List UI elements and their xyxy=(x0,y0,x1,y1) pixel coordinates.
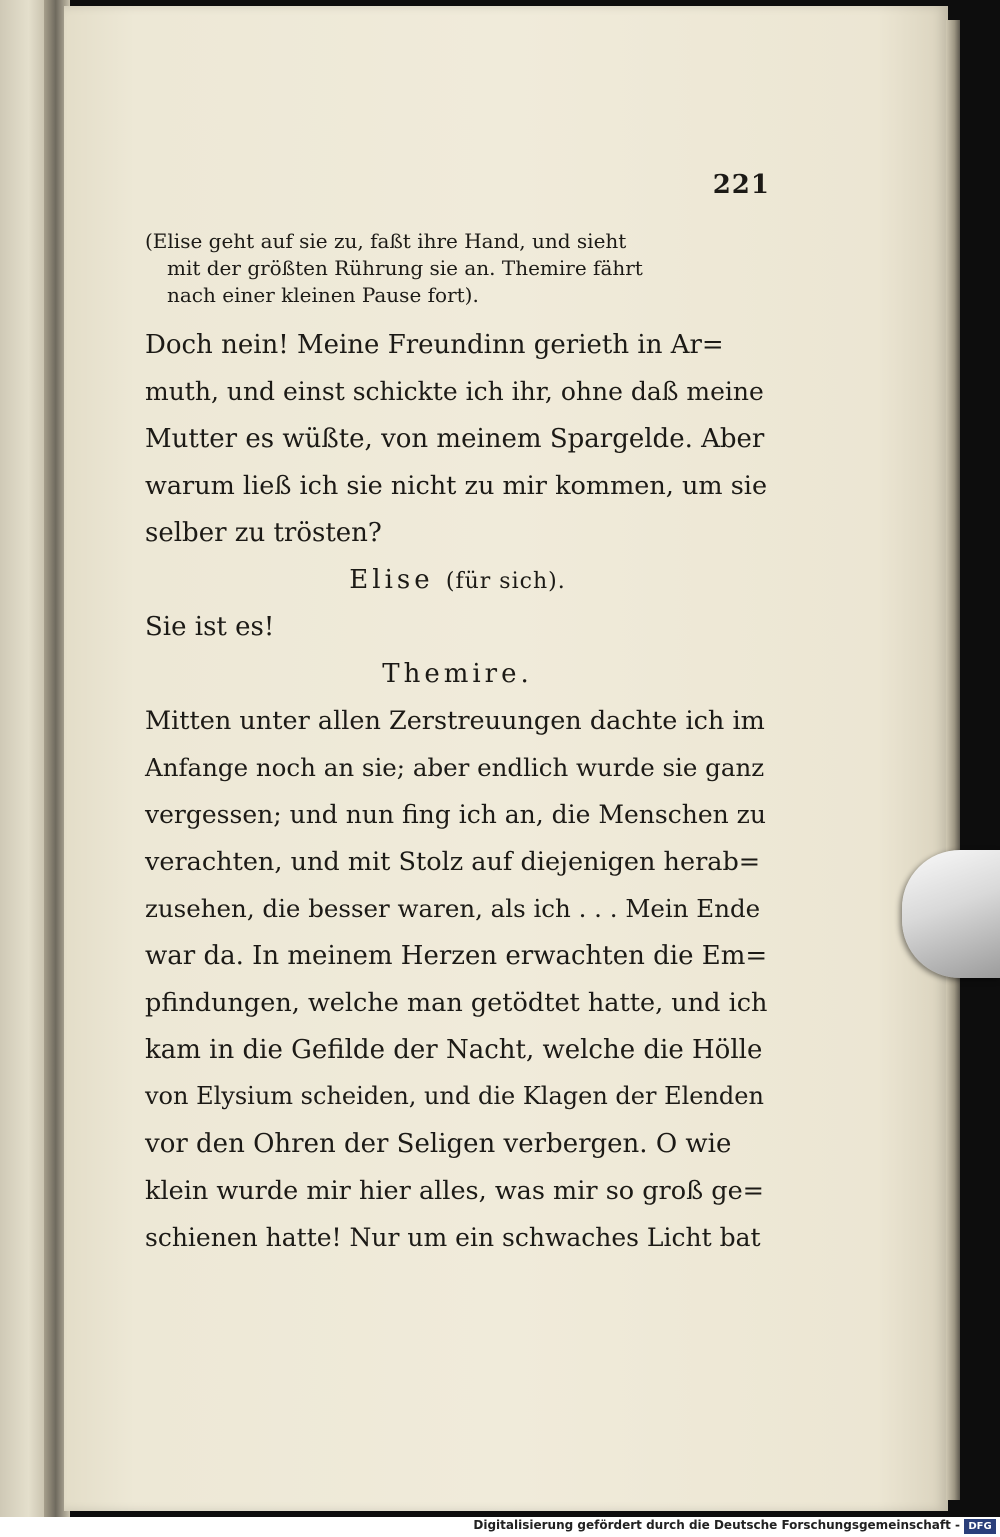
text-line: schienen hatte! Nur um ein schwaches Licht bat xyxy=(145,1223,761,1252)
page-number: 221 xyxy=(712,170,770,200)
speaker-heading-themire: Themire. xyxy=(382,659,533,689)
stage-direction-line: (Elise geht auf sie zu, faßt ihre Hand, und sieht xyxy=(145,229,627,253)
text-line: Mutter es wüßte, von meinem Spargelde. Aber xyxy=(145,424,765,454)
text-line: verachten, und mit Stolz auf diejenigen herab= xyxy=(145,847,761,877)
text-line: Doch nein! Meine Freundinn gerieth in Ar= xyxy=(145,330,724,360)
text-line: pfindungen, welche man getödtet hatte, und ich xyxy=(145,988,768,1018)
footer-bar xyxy=(0,1517,1000,1537)
text-line: klein wurde mir hier alles, was mir so groß ge= xyxy=(145,1176,765,1206)
scan-clip-tab xyxy=(902,850,1000,978)
speaker-name: Elise xyxy=(349,565,434,595)
footer-credit: Digitalisierung gefördert durch die Deutsche Forschungsgemeinschaft - xyxy=(473,1518,960,1532)
text-line: selber zu trösten? xyxy=(145,518,382,548)
text-line: muth, und einst schickte ich ihr, ohne daß meine xyxy=(145,377,764,406)
text-line: vor den Ohren der Seligen verbergen. O wie xyxy=(145,1129,732,1159)
stage-direction-line: mit der größten Rührung sie an. Themire fährt xyxy=(167,256,643,280)
text-line: vergessen; und nun fing ich an, die Menschen zu xyxy=(145,800,766,829)
text-line: warum ließ ich sie nicht zu mir kommen, um sie xyxy=(145,471,768,501)
text-line: Sie ist es! xyxy=(145,612,275,642)
text-line: kam in die Gefilde der Nacht, welche die Hölle xyxy=(145,1035,763,1065)
stage-direction xyxy=(145,228,770,309)
speaker-aside: (für sich). xyxy=(445,569,566,594)
stage-direction-line: nach einer kleinen Pause fort). xyxy=(167,283,479,307)
text-line: Anfange noch an sie; aber endlich wurde sie ganz xyxy=(145,753,765,782)
text-line: zusehen, die besser waren, als ich . . . Mein Ende xyxy=(145,894,761,923)
page-stack-edge xyxy=(946,20,960,1500)
dfg-logo: DFG xyxy=(964,1519,996,1534)
text-line: von Elysium scheiden, und die Klagen der Elenden xyxy=(145,1082,764,1110)
speaker-heading-elise xyxy=(145,565,770,595)
text-line: Mitten unter allen Zerstreuungen dachte ich im xyxy=(145,706,765,736)
text-line: war da. In meinem Herzen erwachten die Em= xyxy=(145,941,768,971)
